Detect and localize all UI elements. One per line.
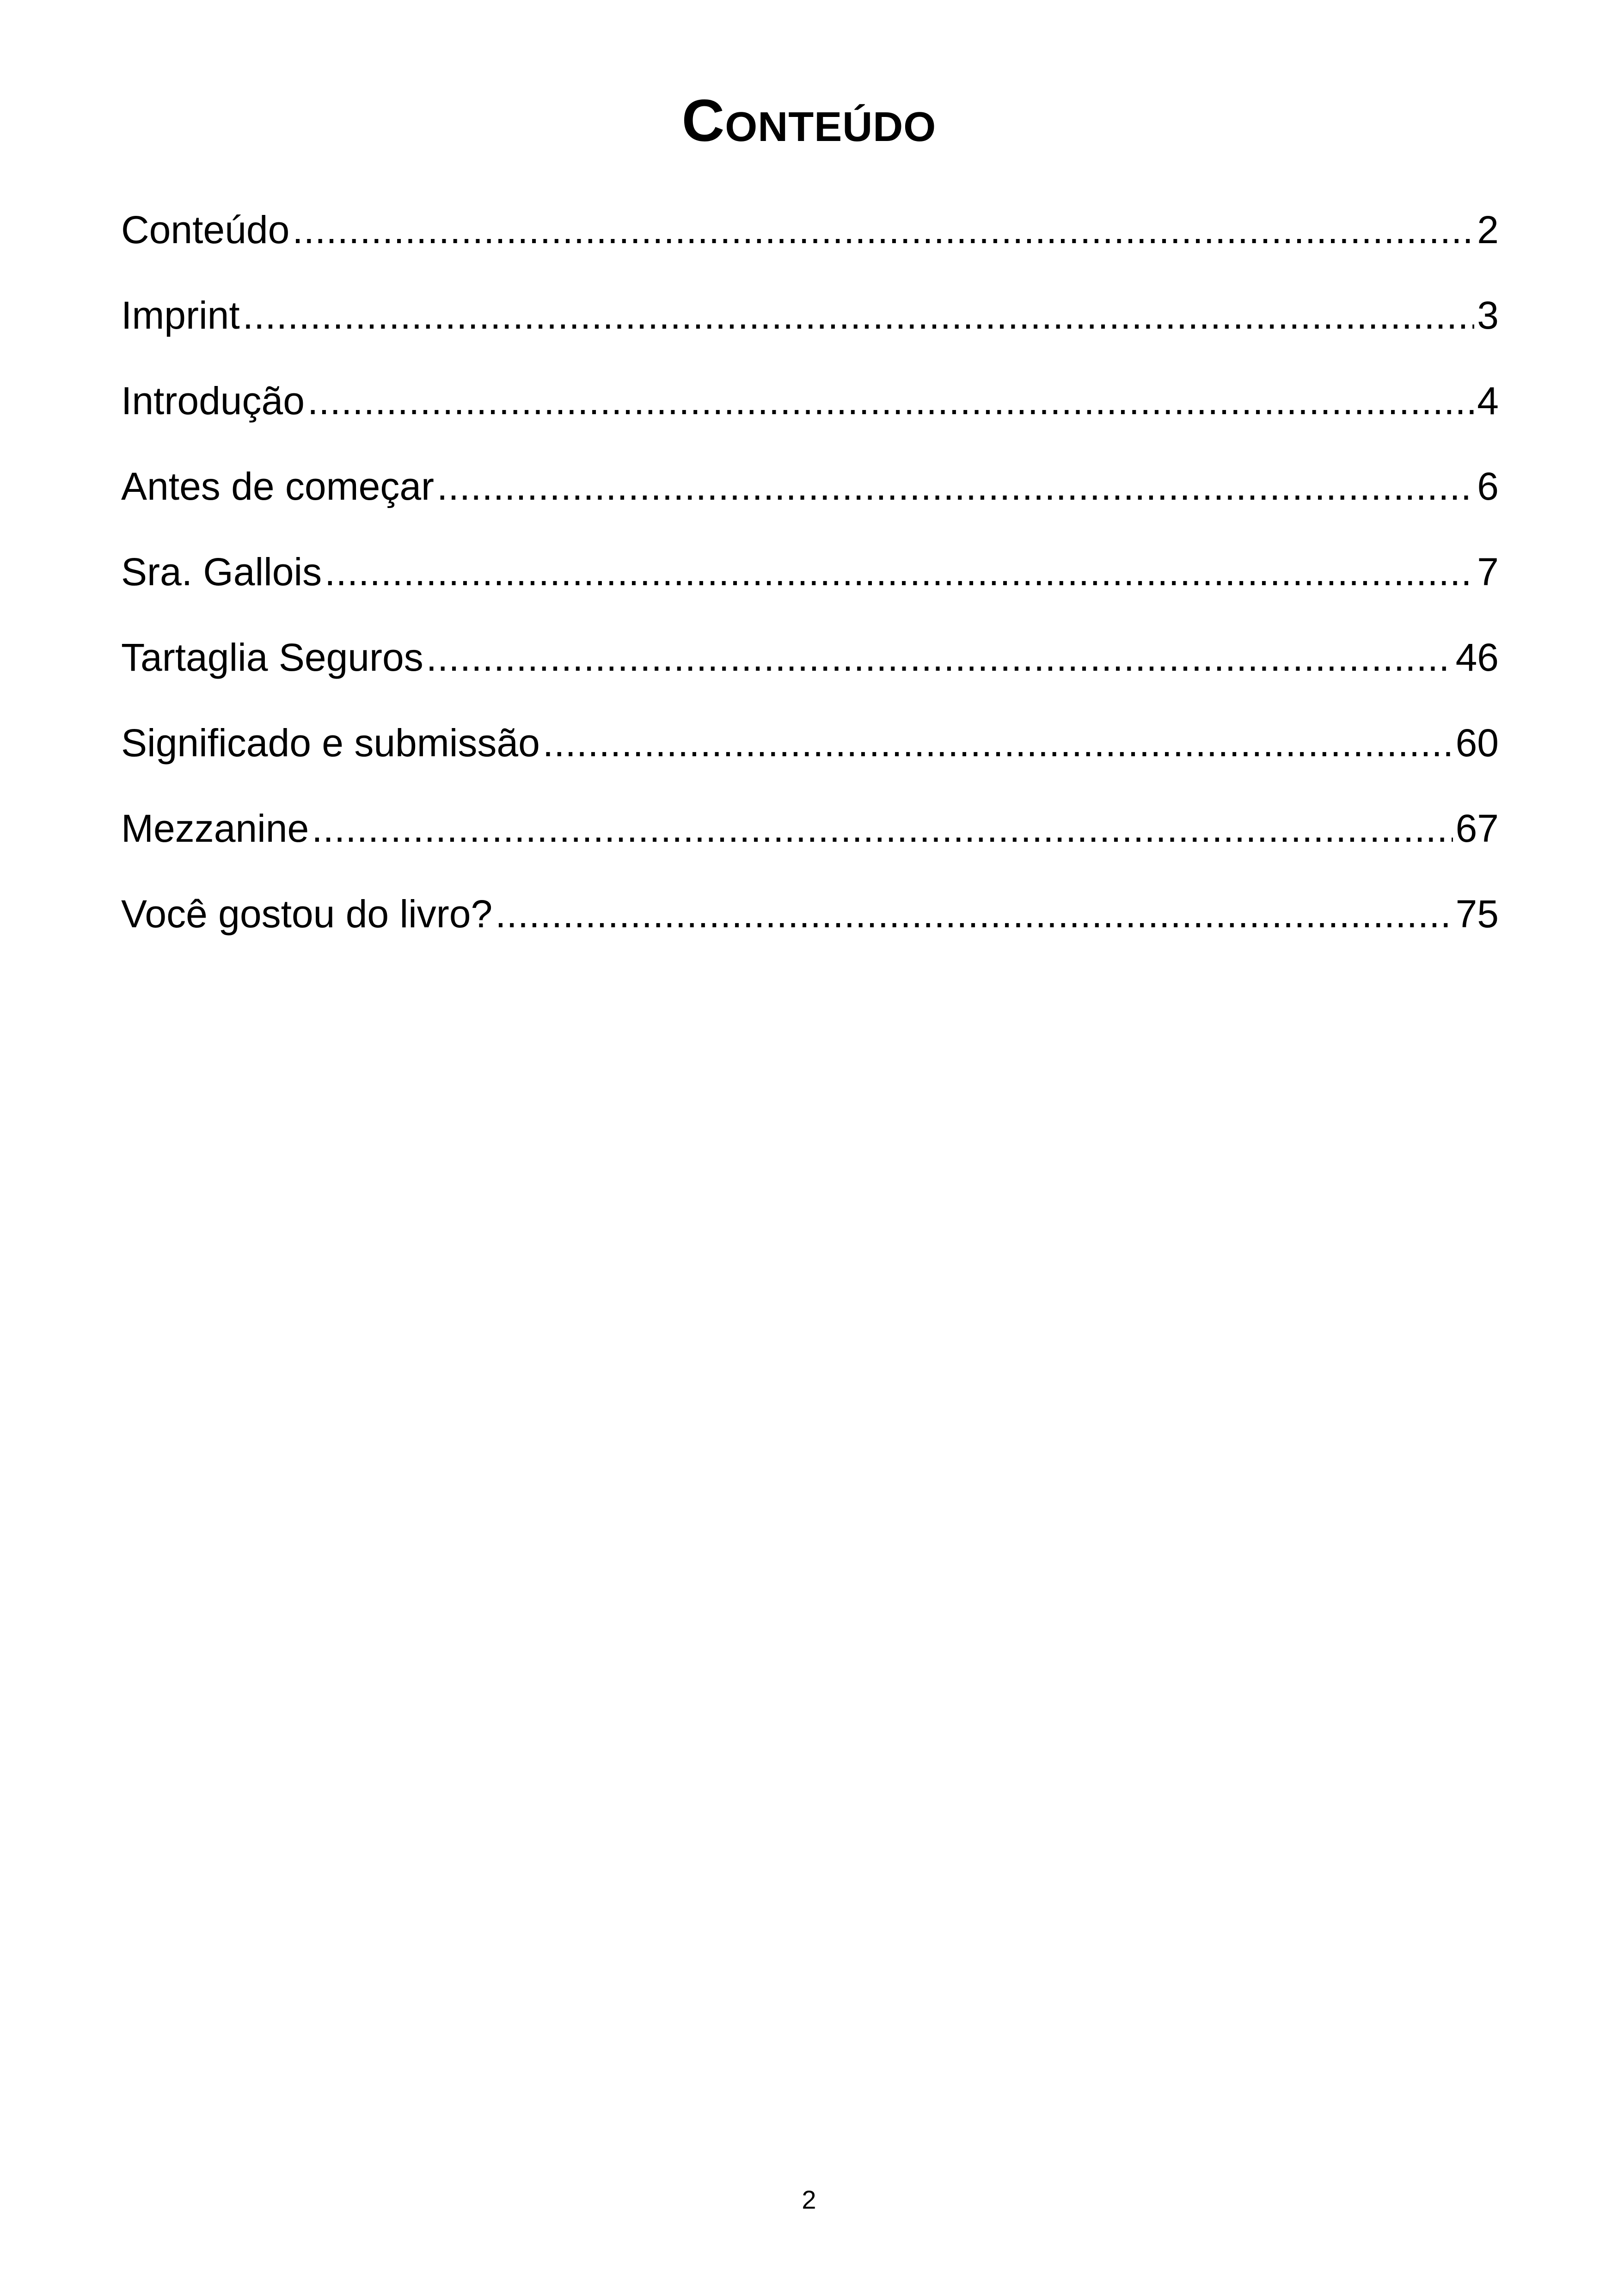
toc-dot-leader — [292, 200, 1474, 260]
toc-entry-sra-gallois[interactable] — [121, 542, 1499, 627]
toc-entry-label: Conteúdo — [121, 208, 290, 251]
toc-dot-leader — [543, 713, 1453, 773]
toc-dot-leader — [312, 798, 1453, 858]
toc-entry-page: 46 — [1455, 636, 1499, 679]
toc-entry-label: Imprint — [121, 294, 240, 337]
toc-dot-leader — [307, 371, 1474, 431]
toc-entry-mezzanine[interactable] — [121, 798, 1499, 884]
page-number: 2 — [802, 2185, 816, 2214]
toc-dot-leader — [495, 884, 1453, 944]
toc-dot-leader — [325, 542, 1474, 602]
toc-entry-page: 75 — [1455, 892, 1499, 936]
toc-entry-page: 67 — [1455, 807, 1499, 850]
page-title: Conteúdo — [681, 88, 937, 154]
toc-entry-significado-e-submissao[interactable] — [121, 713, 1499, 798]
toc-entry-label: Mezzanine — [121, 807, 309, 850]
toc-entry-label: Introdução — [121, 379, 305, 422]
toc-entry-page: 4 — [1477, 379, 1499, 422]
toc-entry-label: Tartaglia Seguros — [121, 636, 423, 679]
toc-entry-label: Sra. Gallois — [121, 550, 322, 594]
toc-entry-page: 2 — [1477, 208, 1499, 251]
toc-dot-leader — [426, 627, 1453, 687]
toc-entry-introducao[interactable] — [121, 371, 1499, 456]
toc-dot-leader — [437, 456, 1474, 516]
toc-entry-label: Você gostou do livro? — [121, 892, 493, 936]
toc-entry-tartaglia-seguros[interactable] — [121, 627, 1499, 713]
toc-entry-page: 6 — [1477, 465, 1499, 508]
table-of-contents — [121, 200, 1499, 969]
toc-entry-label: Antes de começar — [121, 465, 435, 508]
toc-entry-antes-de-comecar[interactable] — [121, 456, 1499, 542]
toc-entry-imprint[interactable] — [121, 285, 1499, 371]
toc-entry-conteudo[interactable] — [121, 200, 1499, 285]
toc-entry-label: Significado e submissão — [121, 721, 540, 765]
toc-entry-voce-gostou-do-livro[interactable] — [121, 884, 1499, 969]
toc-entry-page: 60 — [1455, 721, 1499, 765]
toc-entry-page: 3 — [1477, 294, 1499, 337]
toc-entry-page: 7 — [1477, 550, 1499, 594]
toc-dot-leader — [243, 285, 1475, 345]
